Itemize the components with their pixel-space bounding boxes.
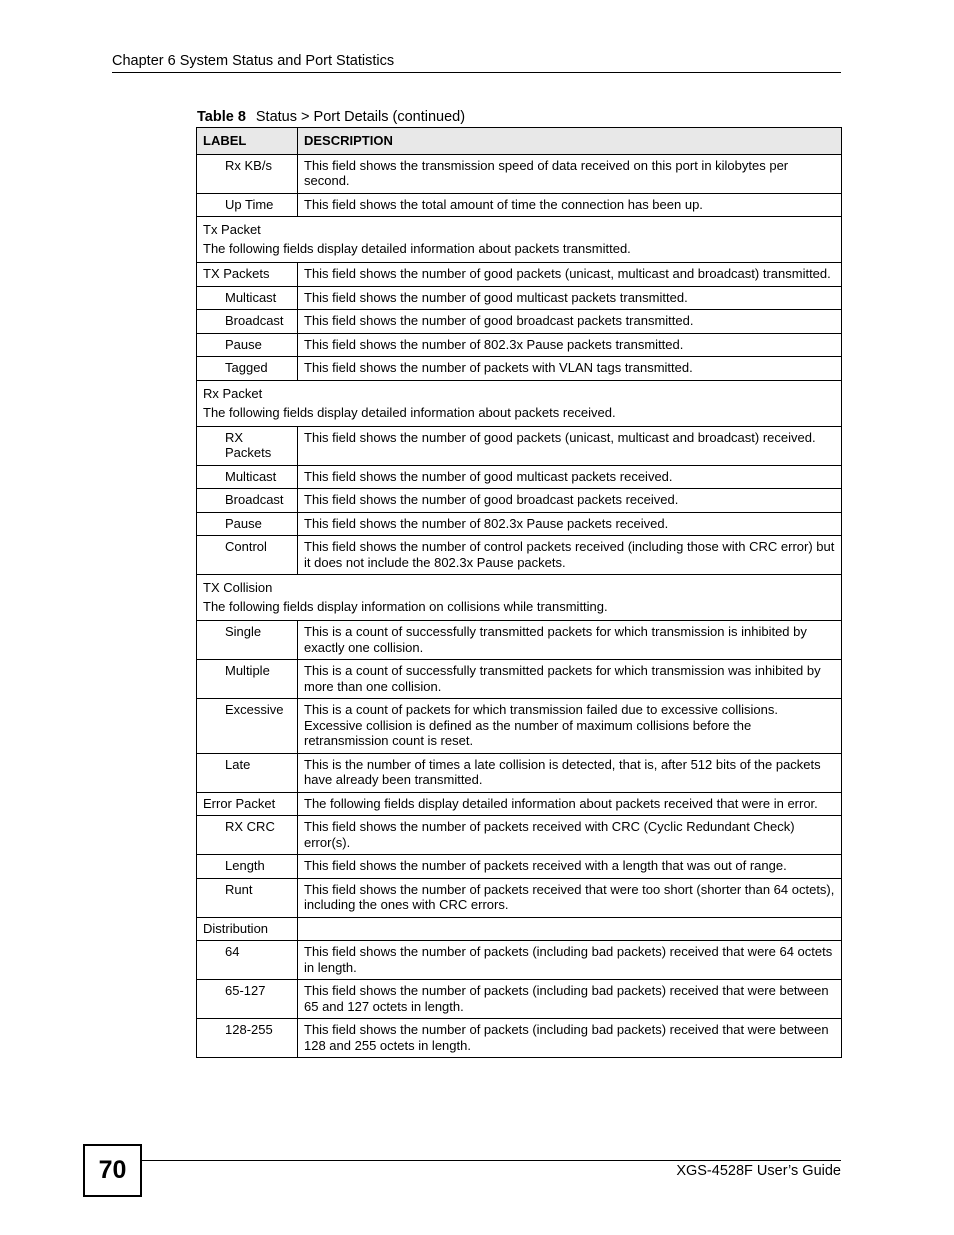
footer-rule (140, 1160, 841, 1161)
table-number: Table 8 (197, 109, 246, 125)
row-label: Control (197, 536, 298, 575)
table-row (197, 193, 842, 217)
table-row (197, 357, 842, 381)
row-description: This field shows the total amount of time the connection has been up. (298, 193, 842, 217)
table-row (197, 426, 842, 465)
section-title: Tx Packet (203, 222, 261, 237)
row-label: 128-255 (197, 1019, 298, 1058)
table-row (197, 980, 842, 1019)
row-label: Error Packet (197, 792, 298, 816)
row-description: This field shows the number of good packets (unicast, multicast and broadcast) received. (298, 426, 842, 465)
row-label: Late (197, 753, 298, 792)
row-label: RX Packets (197, 426, 298, 465)
row-label: 65-127 (197, 980, 298, 1019)
row-label: Excessive (197, 699, 298, 754)
table-section-row (197, 575, 842, 621)
row-description: This field shows the number of packets received with CRC (Cyclic Redundant Check) error(s). (298, 816, 842, 855)
row-description: This field shows the number of good multicast packets received. (298, 465, 842, 489)
row-description: This field shows the number of good broadcast packets transmitted. (298, 310, 842, 334)
row-description: This is the number of times a late collision is detected, that is, after 512 bits of the packets have already been transmitted. (298, 753, 842, 792)
row-label: Pause (197, 512, 298, 536)
table-row (197, 878, 842, 917)
row-description: This field shows the number of control packets received (including those with CRC error) but it does not include the 802.3x Pause packets. (298, 536, 842, 575)
table-row (197, 941, 842, 980)
row-description: The following fields display detailed information about packets received that were in error. (298, 792, 842, 816)
table-row (197, 310, 842, 334)
row-description: This field shows the number of packets (including bad packets) received that were 64 octets in length. (298, 941, 842, 980)
row-label: Length (197, 855, 298, 879)
table-row (197, 512, 842, 536)
table-header-row (197, 128, 842, 155)
chapter-title: Chapter 6 System Status and Port Statistics (112, 53, 395, 69)
table-row (197, 286, 842, 310)
label-column-header: LABEL (197, 128, 298, 155)
table-row (197, 263, 842, 287)
table-row (197, 333, 842, 357)
table-row (197, 855, 842, 879)
section-cell (197, 380, 842, 426)
section-cell (197, 575, 842, 621)
table-row (197, 465, 842, 489)
table-section-row (197, 217, 842, 263)
row-description: This field shows the number of 802.3x Pause packets received. (298, 512, 842, 536)
row-label: Runt (197, 878, 298, 917)
row-label: Rx KB/s (197, 154, 298, 193)
row-label: Pause (197, 333, 298, 357)
row-description: This field shows the number of good multicast packets transmitted. (298, 286, 842, 310)
section-text: The following fields display information on collisions while transmitting. (203, 599, 608, 614)
table-row (197, 792, 842, 816)
row-description: This field shows the number of packets (including bad packets) received that were between 128 and 255 octets in length. (298, 1019, 842, 1058)
section-text: The following fields display detailed information about packets received. (203, 404, 616, 420)
row-description: This field shows the number of packets with VLAN tags transmitted. (298, 357, 842, 381)
table-row (197, 816, 842, 855)
row-description: This field shows the number of packets received that were too short (shorter than 64 octets), including the ones with CRC errors. (298, 878, 842, 917)
page-header (112, 52, 841, 73)
row-description: This field shows the number of good packets (unicast, multicast and broadcast) transmitted. (298, 263, 842, 287)
table-row (197, 660, 842, 699)
row-description: This field shows the number of 802.3x Pause packets transmitted. (298, 333, 842, 357)
table-row (197, 154, 842, 193)
row-description: This field shows the number of packets (including bad packets) received that were between 65 and 127 octets in length. (298, 980, 842, 1019)
row-description: This is a count of successfully transmitted packets for which transmission is inhibited by exactly one collision. (298, 621, 842, 660)
description-column-header: DESCRIPTION (298, 128, 842, 155)
row-label: Broadcast (197, 489, 298, 513)
port-details-table (196, 127, 842, 1058)
table-row (197, 699, 842, 754)
row-label: Broadcast (197, 310, 298, 334)
row-description: This is a count of successfully transmitted packets for which transmission was inhibited by more than one collision. (298, 660, 842, 699)
table-title: Status > Port Details (continued) (255, 109, 466, 125)
section-title: TX Collision (203, 580, 273, 595)
table-row (197, 753, 842, 792)
row-description: This field shows the transmission speed of data received on this port in kilobytes per second. (298, 154, 842, 193)
guide-title: XGS-4528F User’s Guide (676, 1163, 841, 1179)
row-label: Tagged (197, 357, 298, 381)
row-label: Up Time (197, 193, 298, 217)
row-label: Multicast (197, 286, 298, 310)
row-label: 64 (197, 941, 298, 980)
row-description (298, 917, 842, 941)
row-label: Multiple (197, 660, 298, 699)
table-row (197, 489, 842, 513)
row-label: Single (197, 621, 298, 660)
page-number-box (83, 1144, 142, 1197)
row-description: This field shows the number of packets received with a length that was out of range. (298, 855, 842, 879)
table-row (197, 536, 842, 575)
row-label: RX CRC (197, 816, 298, 855)
section-text: The following fields display detailed information about packets transmitted. (203, 241, 631, 256)
table-section-row (197, 380, 842, 426)
table-row (197, 621, 842, 660)
row-description: This is a count of packets for which transmission failed due to excessive collisions. Excessive collision is defined as the number of maximum collisions before the retransmission count is reset. (298, 699, 842, 754)
table-body (197, 154, 842, 1058)
row-label: Multicast (197, 465, 298, 489)
table-caption (197, 108, 465, 126)
row-label: TX Packets (197, 263, 298, 287)
section-cell (197, 217, 842, 263)
page-number: 70 (98, 1156, 127, 1184)
table-row (197, 917, 842, 941)
row-label: Distribution (197, 917, 298, 941)
section-title: Rx Packet (203, 385, 263, 401)
table-row (197, 1019, 842, 1058)
row-description: This field shows the number of good broadcast packets received. (298, 489, 842, 513)
